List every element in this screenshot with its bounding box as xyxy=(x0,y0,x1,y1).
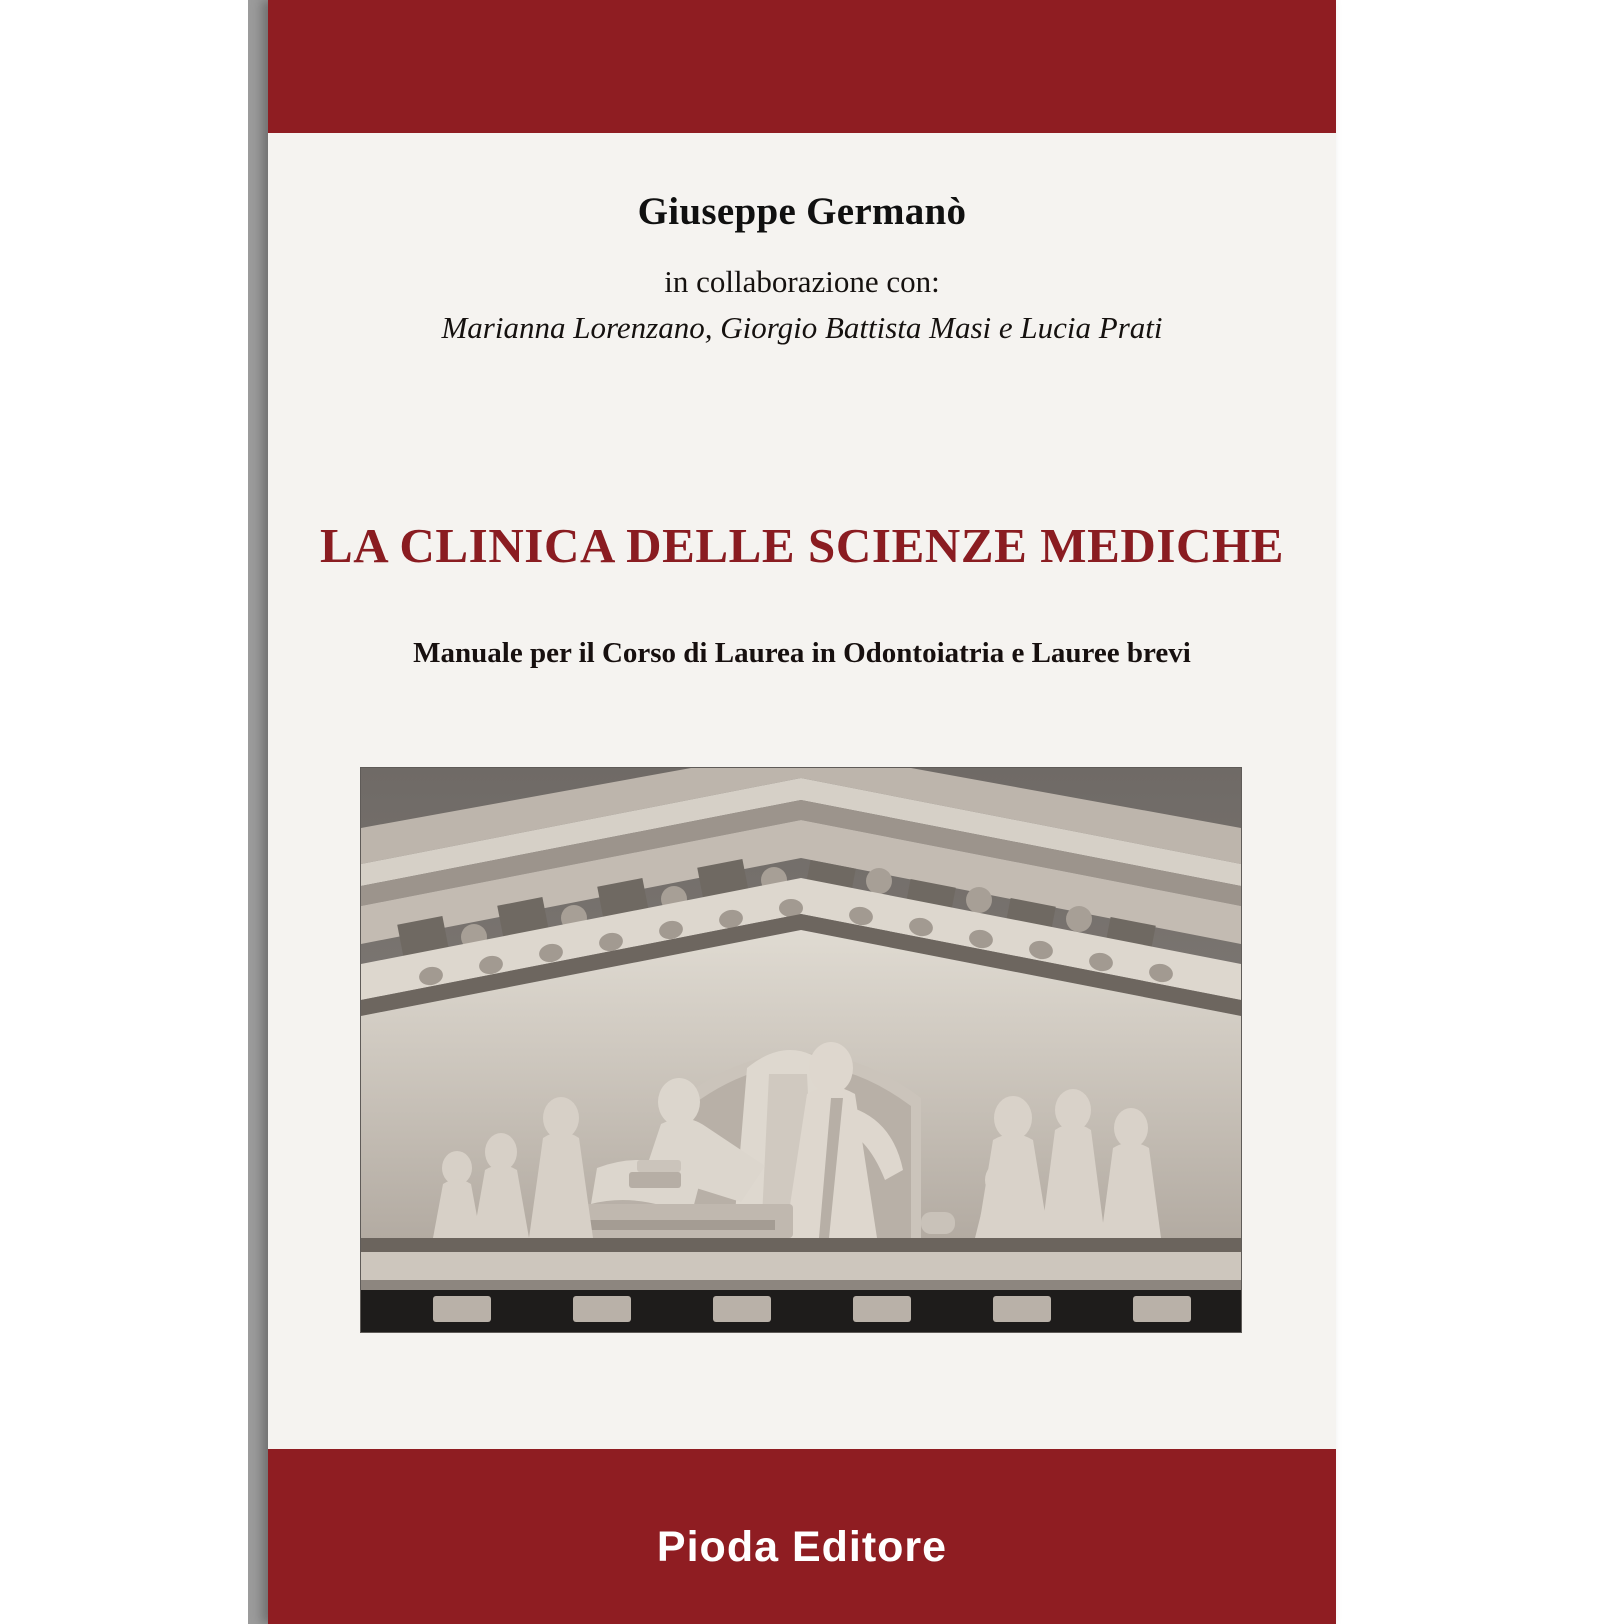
cover-paper-area xyxy=(268,133,1336,1449)
top-color-band xyxy=(268,0,1336,133)
cover-photograph xyxy=(360,767,1242,1333)
book-title: LA CLINICA DELLE SCIENZE MEDICHE xyxy=(319,518,1285,573)
book-subtitle: Manuale per il Corso di Laurea in Odontoiatria e Lauree brevi xyxy=(413,637,1191,669)
publisher-name: Pioda Editore xyxy=(656,1523,948,1571)
collaboration-label: in collaborazione con: xyxy=(664,264,940,299)
pediment-relief-illustration xyxy=(361,768,1241,1332)
collaborators-list: Marianna Lorenzano, Giorgio Battista Masi e Lucia Prati xyxy=(441,310,1163,345)
author-name: Giuseppe Germanò xyxy=(637,190,967,233)
book-cover xyxy=(268,0,1336,1624)
